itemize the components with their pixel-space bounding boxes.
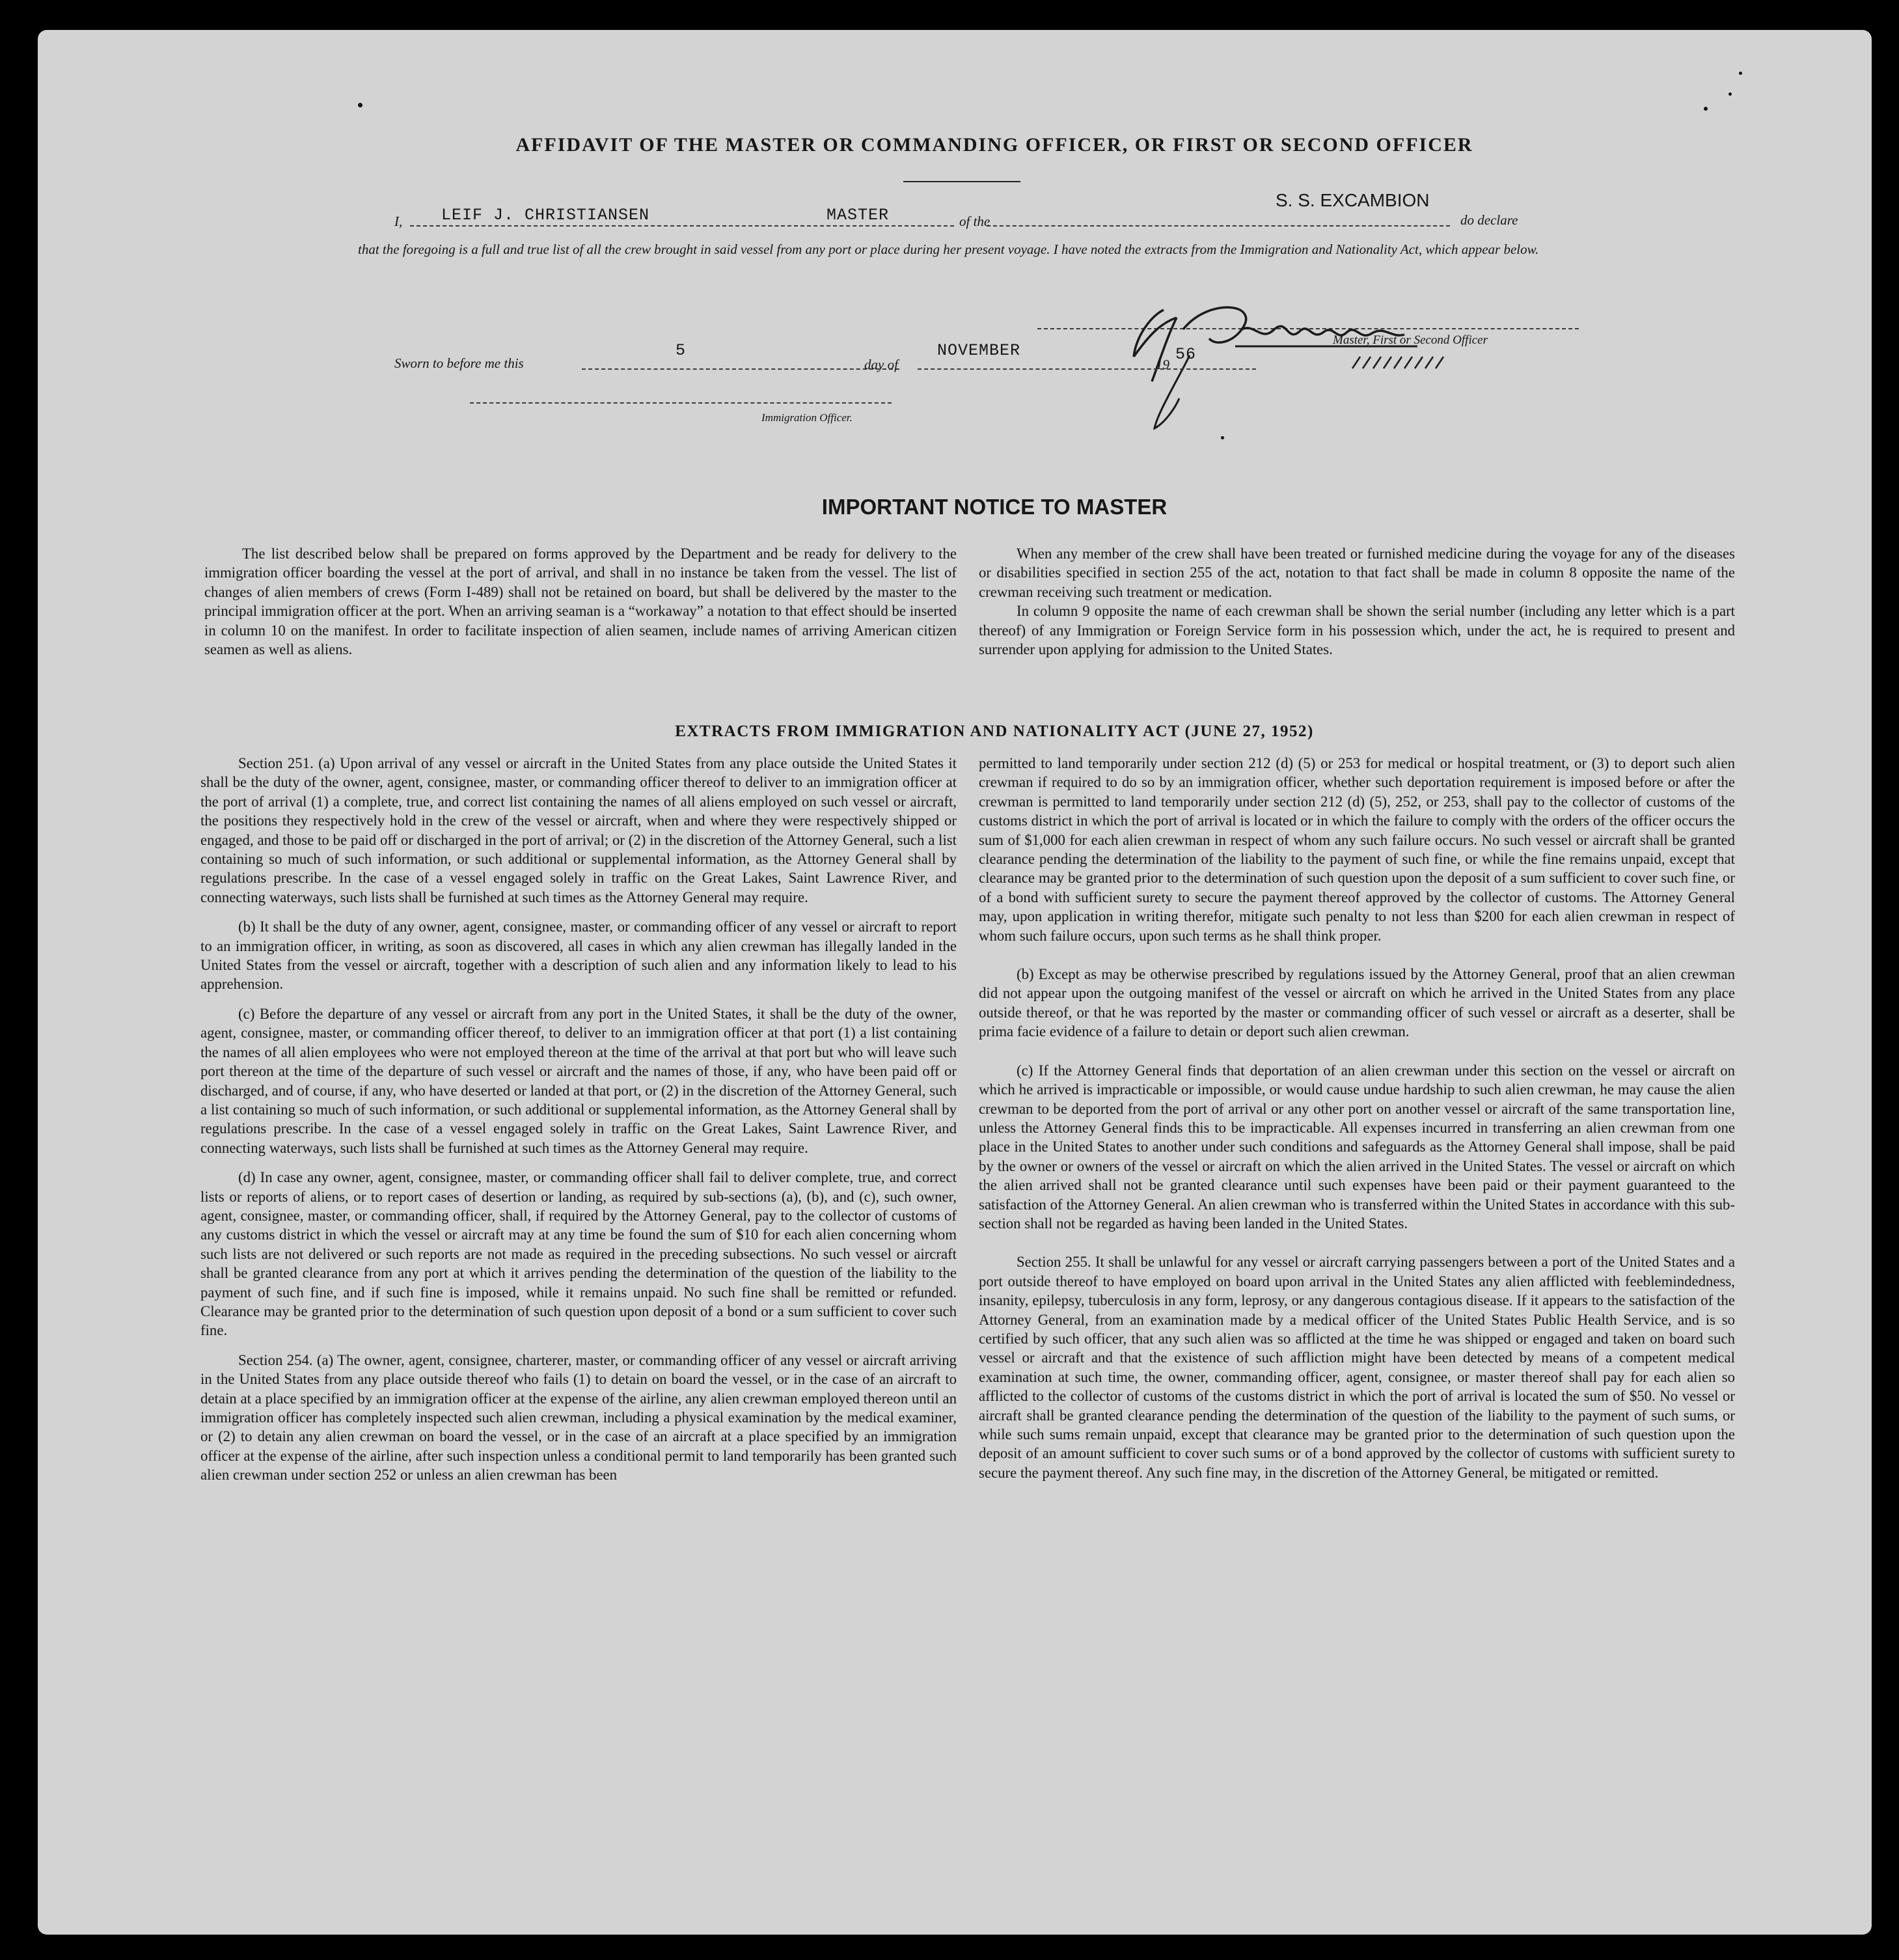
declarant-name: LEIF J. CHRISTIANSEN [441, 206, 650, 225]
document-page [38, 30, 1872, 1935]
act-paragraph: (c) Before the departure of any vessel or aircraft from any port in the United States, it shall be the duty of the owner, agent, consignee, master, or commanding officer thereof, to deliver to an immigration officer at that port (1) a list containing the names of all alien employees who were not employed thereon at the time of the arrival at that port but who will leave such port thereon at the time of the departure of such vessel or aircraft and the names of those, if any, who have been paid off or discharged, and of course, if any, who have deserted or landed at that port, or (2) in the discretion of the Attorney General, such a list containing so much of such information, or such additional or supplemental information, as the Attorney General shall by regulations prescribe. In the case of a vessel engaged solely in traffic on the Great Lakes, Saint Lawrence River, and connecting waterways, such lists shall be furnished at such times as the Attorney General may require. [200, 1005, 957, 1156]
sworn-prefix: Sworn to before me this [394, 355, 524, 371]
scan-speck [1739, 72, 1742, 75]
notice-title: IMPORTANT NOTICE TO MASTER [821, 495, 1168, 519]
scan-speck [358, 103, 362, 107]
title-divider [903, 181, 1020, 182]
act-paragraph: Section 251. (a) Upon arrival of any vessel or aircraft in the United States from any place outside the United States it shall be the duty of the owner, agent, consignee, master, or commanding officer thereof to deliver to an immigration officer at the port of arrival (1) a complete, true, and correct list containing the names of all aliens employed on such vessel or aircraft, the positions they respectively hold in the crew of the vessel or aircraft, when and where they were respectively shipped or engaged, and those to be paid off or discharged in the port of arrival; or (2) in the discretion of the Attorney General, such a list containing so much of such information, or such additional or supplemental information, as the Attorney General shall by regulations prescribe. In the case of a vessel engaged solely in traffic on the Great Lakes, Saint Lawrence River, and connecting waterways, such lists shall be furnished at such times as the Attorney General may require. [200, 755, 957, 905]
month-line [918, 368, 1256, 370]
notice-paragraph: When any member of the crew shall have been treated or furnished medicine during the voyage for any of the diseases or disabilities specified in section 255 of the act, notation to that fact shall be made in column 8 opposite the name of the crewman receiving such treatment or medication. [979, 545, 1735, 600]
act-paragraph: (c) If the Attorney General finds that deportation of an alien crewman under this section on the vessel or aircraft on which he arrived is impracticable or impossible, or would cause undue hardship to such alien crewman, he may cause the alien crewman to be deported from the port of arrival or any other port on another vessel or aircraft of the same transportation line, unless the Attorney General finds this to be impracticable. All expenses incurred in transferring an alien crewman from one place in the United States to another under such conditions and safeguards as the Attorney General shall impose, shall be paid by the owner or owners of the vessel or aircraft on which the alien arrived in the United States. The vessel or aircraft on which the alien arrived shall not be granted clearance until such expenses have been paid or their payment guaranteed to the satisfaction of the Attorney General. An alien crewman who is transferred within the United States in accordance with this sub-section shall not be regarded as having been landed in the United States. [979, 1062, 1735, 1232]
signature-caption: Master, First or Second Officer [1333, 333, 1488, 347]
act-paragraph: Section 254. (a) The owner, agent, consignee, charterer, master, or commanding officer of any vessel or aircraft arriving in the United States from any place outside thereof who fails (1) to detain on board the vessel, or in the case of an aircraft to detain at a place specified by an immigration officer at the expense of the airline, any alien crewman employed thereon until an immigration officer has completely inspected such alien crewman, including a physical examination by the medical examiner, or (2) to detain any alien crewman on board the vessel, or in the case of an aircraft at a place specified by an immigration officer at the expense of the airline, after such inspection unless a conditional permit to land temporarily has been granted such alien crewman under section 252 or unless an alien crewman has been [200, 1351, 957, 1484]
act-paragraph: (d) In case any owner, agent, consignee, master, or commanding officer shall fail to deliver complete, true, and correct lists or reports of aliens, or to report cases of desertion or landing, as required by sub-sections (a), (b), and (c), such owner, agent, consignee, master, or commanding officer, shall, if required by the Attorney General, pay to the collector of customs of any customs district in which the vessel or aircraft may at any time be found the sum of $10 for each alien concerning whom such lists are not delivered or such reports are not made as required in the preceding subsections. No such vessel or aircraft shall be granted clearance from any port at which it arrives pending the determination of the question of the liability to the payment of such fine, and if such fine is imposed, while it remains unpaid. No such fine shall be remitted or refunded. Clearance may be granted prior to the determination of such question upon deposit of a bond or a sum sufficient to cover such fine. [200, 1169, 957, 1339]
extracts-right-column [979, 754, 1735, 1482]
of-the-label: of the [959, 214, 990, 229]
do-declare-label: do declare [1460, 212, 1518, 228]
declaration-prefix: I, [394, 214, 403, 229]
affidavit-title: AFFIDAVIT OF THE MASTER OR COMMANDING OFFICER, OR FIRST OR SECOND OFFICER [515, 134, 1473, 156]
scan-speck [1704, 107, 1708, 111]
declaration-statement: that the foregoing is a full and true list of all the crew brought in said vessel from any port or place during her present voyage. I have noted the extracts from the Immigration and Nationality Act, which appear below. [358, 242, 1539, 257]
day-line [582, 368, 899, 370]
scan-speck [1728, 92, 1732, 96]
immigration-officer-line [470, 402, 892, 404]
vessel-name: S. S. EXCAMBION [1276, 190, 1430, 210]
name-line [410, 225, 954, 227]
act-paragraph: (b) It shall be the duty of any owner, agent, consignee, master, or commanding officer of any vessel or aircraft to report to an immigration officer, in writing, as soon as discovered, all cases in which any alien crewman has illegally landed in the United States from the vessel or aircraft, together with a description of such alien and any information likely to lead to his apprehension. [200, 918, 957, 993]
sworn-month: NOVEMBER [937, 341, 1021, 360]
act-paragraph: (b) Except as may be otherwise prescribed by regulations issued by the Attorney General, proof that an alien crewman did not appear upon the outgoing manifest of the vessel or aircraft on which he arrived in the United States from any place outside thereof, or that he was reported by the master or commanding officer of such vessel or aircraft as a deserter, shall be prima facie evidence of a failure to detain or deport such alien crewman. [979, 966, 1735, 1040]
immigration-officer-caption: Immigration Officer. [761, 411, 853, 424]
extracts-left-column [200, 754, 957, 1485]
notice-right-column [979, 544, 1735, 659]
extracts-title: EXTRACTS FROM IMMIGRATION AND NATIONALITY ACT (JUNE 27, 1952) [675, 723, 1314, 740]
sworn-day: 5 [676, 341, 687, 360]
sworn-year: 56 [1175, 345, 1197, 364]
act-paragraph: Section 255. It shall be unlawful for any vessel or aircraft carrying passengers between a port of the United States and a port outside thereof to have employed on board upon arrival in the United States any alien afflicted with feeblemindedness, insanity, epilepsy, tuberculosis in any form, leprosy, or any dangerous contagious disease. If it appears to the satisfaction of the Attorney General, from an examination made by a medical officer of the United States Public Health Service, and is so certified by such officer, that any such alien was so afflicted at the time he was shipped or engaged and taken on board such vessel or aircraft and that the existence of such affliction might have been detected by means of a competent medical examination at such time, the owner, commanding officer, agent, consignee, or master thereof shall pay for each alien so afflicted to the collector of customs of the customs district in which the port of arrival is located the sum of $50. No vessel or aircraft shall be granted clearance pending the determination of the question of the liability to the payment of such sums, or while such sums remain unpaid, except that clearance may be granted prior to the determination of such question upon the deposit of an amount sufficient to cover such sums or of a bond approved by the collector of customs with sufficient surety to secure the payment thereof. Any such fine may, in the discretion of the Attorney General, be mitigated or remitted. [979, 1254, 1735, 1481]
year-prefix: 19 [1156, 357, 1169, 372]
notice-paragraph: In column 9 opposite the name of each crewman shall be shown the serial number (including any letter which is a part thereof) of any Immigration or Foreign Service form in his possession which, under the act, he is required to present and surrender upon applying for admission to the United States. [979, 603, 1735, 658]
day-of-label: day of [864, 357, 898, 372]
act-paragraph: permitted to land temporarily under section 212 (d) (5) or 253 for medical or hospital treatment, or (3) to deport such alien crewman if required to do so by an immigration officer, whether such deportation requirement is imposed before or after the crewman is permitted to land temporarily under section 212 (d) (5), 252, or 253, shall pay to the collector of customs of the customs district in which the port of arrival is located or in which the failure to comply with the orders of the officer occurs the sum of $1,000 for each alien crewman in respect of whom any such failure occurs. No such vessel or aircraft shall be granted clearance pending the determination of the liability to the payment of such fine, or while the fine remains unpaid, except that clearance may be granted prior to the determination of such question upon the deposit of a sum sufficient to cover such fine, or of a bond with sufficient surety to secure the payment thereof approved by the collector of customs. The Attorney General may, upon application in writing therefor, mitigate such penalty to not less than $200 for each alien crewman in respect of whom such failure occurs, upon such terms as he shall think proper. [979, 755, 1735, 944]
declarant-rank: MASTER [827, 206, 890, 225]
vessel-line [987, 225, 1450, 227]
notice-paragraph: The list described below shall be prepared on forms approved by the Department and be ready for delivery to the immigration officer boarding the vessel at the port of arrival, and shall in no instance be taken from the vessel. The list of changes of alien members of crews (Form I-489) shall not be retained on board, but shall be delivered by the master to the principal immigration officer at the port. When an arriving seaman is a “workaway” a notation to that effect should be inserted in column 10 on the manifest. In order to facilitate inspection of alien seamen, include names of arriving American citizen seamen as well as aliens. [204, 545, 957, 658]
scan-speck [1221, 436, 1224, 439]
notice-left-column [204, 544, 957, 659]
